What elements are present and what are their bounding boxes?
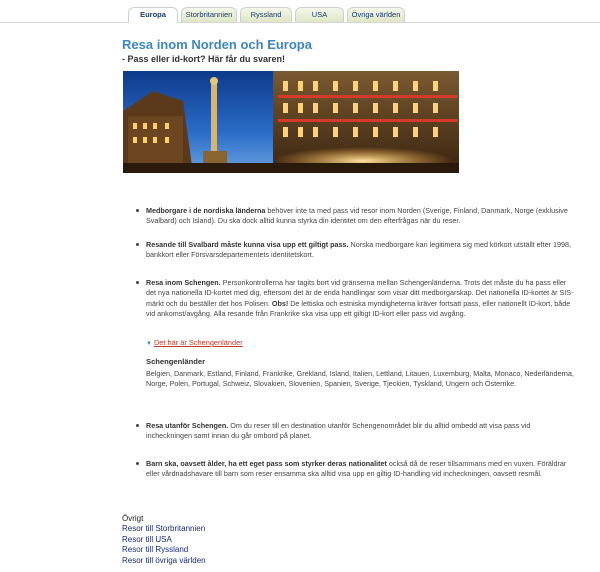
toggle-label: Det här är Schengenländer <box>153 338 243 347</box>
page-title: Resa inom Norden och Europa <box>122 37 312 52</box>
tab-bar <box>0 0 600 23</box>
tab-storbritannien[interactable]: Storbritannien <box>181 7 237 22</box>
link-ovriga-varlden[interactable]: Resor till övriga världen <box>122 555 206 565</box>
ovrigt-links <box>122 524 206 566</box>
list-item <box>136 459 576 480</box>
bullet-icon <box>136 243 139 246</box>
heading-block <box>122 37 582 65</box>
item-heading: Barn ska, oavsett ålder, ha ett eget pass som styrker deras nationalitet <box>146 459 387 468</box>
hero-image <box>123 71 459 173</box>
list-item <box>136 240 576 261</box>
item-text: Personkontrollerna har tagits bort vid gränserna mellan Schengenländerna. Trots det måste du ha pass eller det nya nationella ID-kortet med dig, eftersom det är de enda handlingar som visar ditt medborgarskap. Det nationella ID-kortet är SIS-märkt och du beställer det hos Polisen. <box>146 278 574 308</box>
item-text: Norska medborgare kan legitimera sig med körkort utställt efter 1998, bankkort eller Försvarsdepartementets identitetskort. <box>146 240 572 260</box>
link-ryssland[interactable]: Resor till Ryssland <box>122 545 189 554</box>
tab-ovriga-varlden[interactable]: Övriga världen <box>347 7 405 22</box>
item-heading: Resa inom Schengen. <box>146 278 221 287</box>
munich-town-hall-night-photo <box>123 71 459 173</box>
caret-down-icon: ▼ <box>146 341 152 347</box>
link-storbritannien[interactable]: Resor till Storbritannien <box>122 524 206 533</box>
bullet-icon <box>136 424 139 427</box>
schengen-title: Schengenländer <box>146 357 206 366</box>
item-note: Obs! <box>271 298 289 308</box>
tab-usa[interactable]: USA <box>295 7 344 22</box>
bullet-icon <box>136 209 139 212</box>
item-text: De lettiska och estniska myndigheterna kräver fortsatt pass, eller nationellt ID-kort, både vid ankomst/avgång. Alla resande från Frankrike ska visa upp ett giltigt ID-kort eller pass vid avgång. <box>146 298 571 319</box>
tabs <box>128 7 408 23</box>
tab-ryssland[interactable]: Ryssland <box>240 7 292 22</box>
bullet-icon <box>136 281 139 284</box>
page-subtitle: - Pass eller id-kort? Här får du svaren! <box>122 54 286 64</box>
schengen-countries: Belgien, Danmark, Estland, Finland, Frankrike, Grekland, Island, Italien, Lettland, Litauen, Luxemburg, Malta, Monaco, Nederländerna, Norge, Polen, Portugal, Schweiz, Slovakien, Slovenien, Spanien, Sverige, Tjeckien, Tyskland, Ungern och Österrike. <box>146 369 574 389</box>
item-heading: Medborgare i de nordiska länderna <box>146 206 266 215</box>
link-usa[interactable]: Resor till USA <box>122 534 172 544</box>
list-item <box>136 206 576 227</box>
item-text: behöver inte ta med pass vid resor inom Norden (Sverige, Finland, Danmark, Norge (exklusive Svalbard) och Island). Du ska dock alltid kunna styrka din identitet om den efterfrågas när du reser. <box>146 206 568 226</box>
list-item <box>136 421 576 442</box>
tab-europa[interactable]: Europa <box>128 7 178 23</box>
list-item <box>136 278 576 320</box>
schengen-toggle-link[interactable] <box>146 338 243 347</box>
item-heading: Resande till Svalbard måste kunna visa upp ett giltigt pass. <box>146 240 349 249</box>
item-text: Om du reser till en destination utanför Schengenområdet blir du alltid ombedd att visa pass vid incheckningen samt innan du går ombord på planet. <box>146 421 531 441</box>
bullet-icon <box>136 462 139 465</box>
ovrigt-title: Övrigt <box>122 514 144 523</box>
item-heading: Resa utanför Schengen. <box>146 421 229 430</box>
item-text: också då de reser tillsammans med en vuxen. Föräldrar eller vårdnadshavare till barn som reser ensamma ska alltid visa upp en giltig ID-handling vid incheckningen, oavsett resmål. <box>146 459 567 479</box>
